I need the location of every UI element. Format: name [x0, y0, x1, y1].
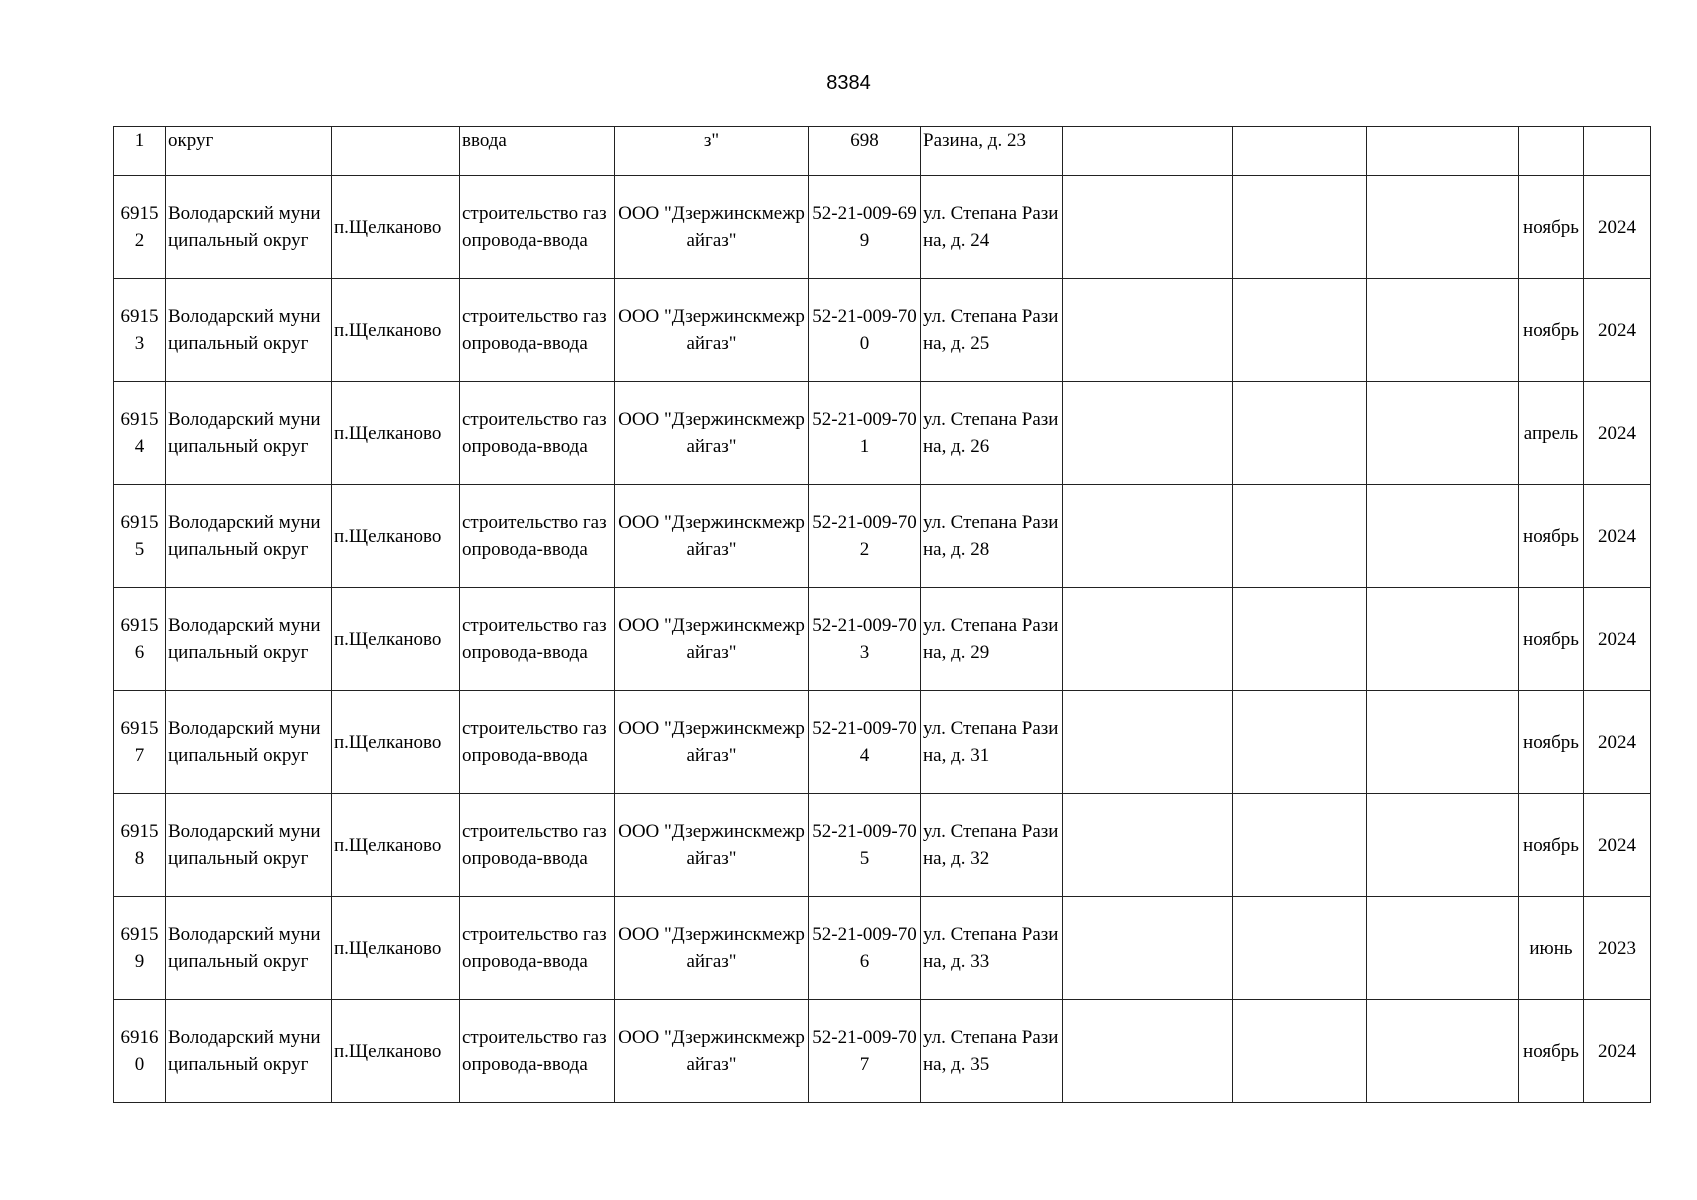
gasification-table [113, 126, 1651, 1103]
work-type-cell: строительство газопровода-ввода [460, 897, 615, 1000]
district-cell: Володарский муниципальный округ [166, 485, 332, 588]
table-row [114, 176, 1651, 279]
district-cell: Володарский муниципальный округ [166, 382, 332, 485]
address-cell: Разина, д. 23 [921, 127, 1063, 176]
object-code-cell: 52-21-009-703 [809, 588, 921, 691]
month-cell [1519, 127, 1584, 176]
empty-cell [1233, 897, 1367, 1000]
locality-cell: п.Щелканово [332, 1000, 460, 1103]
work-type-cell: строительство газопровода-ввода [460, 691, 615, 794]
year-cell [1584, 127, 1651, 176]
work-type-cell: строительство газопровода-ввода [460, 794, 615, 897]
address-cell: ул. Степана Разина, д. 29 [921, 588, 1063, 691]
locality-cell: п.Щелканово [332, 588, 460, 691]
object-code-cell: 52-21-009-700 [809, 279, 921, 382]
table-row [114, 691, 1651, 794]
organization-cell: ООО "Дзержинскмежрайгаз" [615, 897, 809, 1000]
empty-cell [1063, 382, 1233, 485]
table-row [114, 1000, 1651, 1103]
empty-cell [1063, 127, 1233, 176]
address-cell: ул. Степана Разина, д. 35 [921, 1000, 1063, 1103]
month-cell: ноябрь [1519, 691, 1584, 794]
empty-cell [1063, 176, 1233, 279]
address-cell: ул. Степана Разина, д. 33 [921, 897, 1063, 1000]
district-cell: Володарский муниципальный округ [166, 588, 332, 691]
organization-cell: ООО "Дзержинскмежрайгаз" [615, 794, 809, 897]
organization-cell: ООО "Дзержинскмежрайгаз" [615, 279, 809, 382]
address-cell: ул. Степана Разина, д. 24 [921, 176, 1063, 279]
year-cell: 2024 [1584, 279, 1651, 382]
empty-cell [1233, 794, 1367, 897]
work-type-cell: строительство газопровода-ввода [460, 279, 615, 382]
row-number-cell: 69155 [114, 485, 166, 588]
empty-cell [1063, 588, 1233, 691]
month-cell: ноябрь [1519, 279, 1584, 382]
address-cell: ул. Степана Разина, д. 28 [921, 485, 1063, 588]
empty-cell [1367, 1000, 1519, 1103]
year-cell: 2024 [1584, 382, 1651, 485]
object-code-cell: 52-21-009-704 [809, 691, 921, 794]
month-cell: ноябрь [1519, 794, 1584, 897]
year-cell: 2024 [1584, 1000, 1651, 1103]
object-code-cell: 52-21-009-701 [809, 382, 921, 485]
organization-cell: ООО "Дзержинскмежрайгаз" [615, 691, 809, 794]
month-cell: ноябрь [1519, 1000, 1584, 1103]
district-cell: Володарский муниципальный округ [166, 279, 332, 382]
work-type-cell: строительство газопровода-ввода [460, 588, 615, 691]
district-cell: округ [166, 127, 332, 176]
table-row [114, 794, 1651, 897]
empty-cell [1233, 1000, 1367, 1103]
empty-cell [1233, 485, 1367, 588]
empty-cell [1233, 279, 1367, 382]
year-cell: 2024 [1584, 691, 1651, 794]
month-cell: ноябрь [1519, 588, 1584, 691]
row-number-cell: 69152 [114, 176, 166, 279]
address-cell: ул. Степана Разина, д. 26 [921, 382, 1063, 485]
locality-cell: п.Щелканово [332, 485, 460, 588]
year-cell: 2024 [1584, 485, 1651, 588]
locality-cell: п.Щелканово [332, 794, 460, 897]
district-cell: Володарский муниципальный округ [166, 794, 332, 897]
address-cell: ул. Степана Разина, д. 31 [921, 691, 1063, 794]
empty-cell [1367, 897, 1519, 1000]
district-cell: Володарский муниципальный округ [166, 176, 332, 279]
table-row [114, 127, 1651, 176]
row-number-cell: 69153 [114, 279, 166, 382]
locality-cell [332, 127, 460, 176]
organization-cell: ООО "Дзержинскмежрайгаз" [615, 1000, 809, 1103]
empty-cell [1233, 691, 1367, 794]
month-cell: апрель [1519, 382, 1584, 485]
row-number-cell: 69159 [114, 897, 166, 1000]
work-type-cell: строительство газопровода-ввода [460, 1000, 615, 1103]
organization-cell: ООО "Дзержинскмежрайгаз" [615, 485, 809, 588]
empty-cell [1367, 588, 1519, 691]
object-code-cell: 52-21-009-707 [809, 1000, 921, 1103]
work-type-cell: строительство газопровода-ввода [460, 176, 615, 279]
object-code-cell: 52-21-009-705 [809, 794, 921, 897]
work-type-cell: строительство газопровода-ввода [460, 485, 615, 588]
row-number-cell: 69156 [114, 588, 166, 691]
row-number-cell: 69154 [114, 382, 166, 485]
month-cell: июнь [1519, 897, 1584, 1000]
page-number: 8384 [826, 72, 871, 94]
empty-cell [1063, 279, 1233, 382]
row-number-cell: 69158 [114, 794, 166, 897]
table-body [114, 127, 1651, 1103]
locality-cell: п.Щелканово [332, 279, 460, 382]
empty-cell [1063, 1000, 1233, 1103]
organization-cell: ООО "Дзержинскмежрайгаз" [615, 588, 809, 691]
organization-cell: з" [615, 127, 809, 176]
empty-cell [1367, 794, 1519, 897]
object-code-cell: 52-21-009-706 [809, 897, 921, 1000]
empty-cell [1063, 485, 1233, 588]
empty-cell [1063, 691, 1233, 794]
empty-cell [1367, 382, 1519, 485]
year-cell: 2023 [1584, 897, 1651, 1000]
year-cell: 2024 [1584, 176, 1651, 279]
empty-cell [1233, 382, 1367, 485]
table-row [114, 897, 1651, 1000]
empty-cell [1367, 176, 1519, 279]
locality-cell: п.Щелканово [332, 691, 460, 794]
year-cell: 2024 [1584, 794, 1651, 897]
work-type-cell: строительство газопровода-ввода [460, 382, 615, 485]
locality-cell: п.Щелканово [332, 897, 460, 1000]
empty-cell [1233, 588, 1367, 691]
organization-cell: ООО "Дзержинскмежрайгаз" [615, 176, 809, 279]
empty-cell [1233, 127, 1367, 176]
table-row [114, 382, 1651, 485]
empty-cell [1367, 691, 1519, 794]
empty-cell [1233, 176, 1367, 279]
locality-cell: п.Щелканово [332, 382, 460, 485]
table-row [114, 485, 1651, 588]
district-cell: Володарский муниципальный округ [166, 1000, 332, 1103]
work-type-cell: ввода [460, 127, 615, 176]
year-cell: 2024 [1584, 588, 1651, 691]
table-row [114, 588, 1651, 691]
empty-cell [1367, 127, 1519, 176]
empty-cell [1367, 485, 1519, 588]
object-code-cell: 52-21-009-699 [809, 176, 921, 279]
object-code-cell: 52-21-009-702 [809, 485, 921, 588]
empty-cell [1063, 897, 1233, 1000]
object-code-cell: 698 [809, 127, 921, 176]
row-number-cell: 1 [114, 127, 166, 176]
row-number-cell: 69157 [114, 691, 166, 794]
empty-cell [1063, 794, 1233, 897]
month-cell: ноябрь [1519, 176, 1584, 279]
address-cell: ул. Степана Разина, д. 25 [921, 279, 1063, 382]
empty-cell [1367, 279, 1519, 382]
district-cell: Володарский муниципальный округ [166, 897, 332, 1000]
locality-cell: п.Щелканово [332, 176, 460, 279]
row-number-cell: 69160 [114, 1000, 166, 1103]
address-cell: ул. Степана Разина, д. 32 [921, 794, 1063, 897]
table-row [114, 279, 1651, 382]
organization-cell: ООО "Дзержинскмежрайгаз" [615, 382, 809, 485]
district-cell: Володарский муниципальный округ [166, 691, 332, 794]
month-cell: ноябрь [1519, 485, 1584, 588]
